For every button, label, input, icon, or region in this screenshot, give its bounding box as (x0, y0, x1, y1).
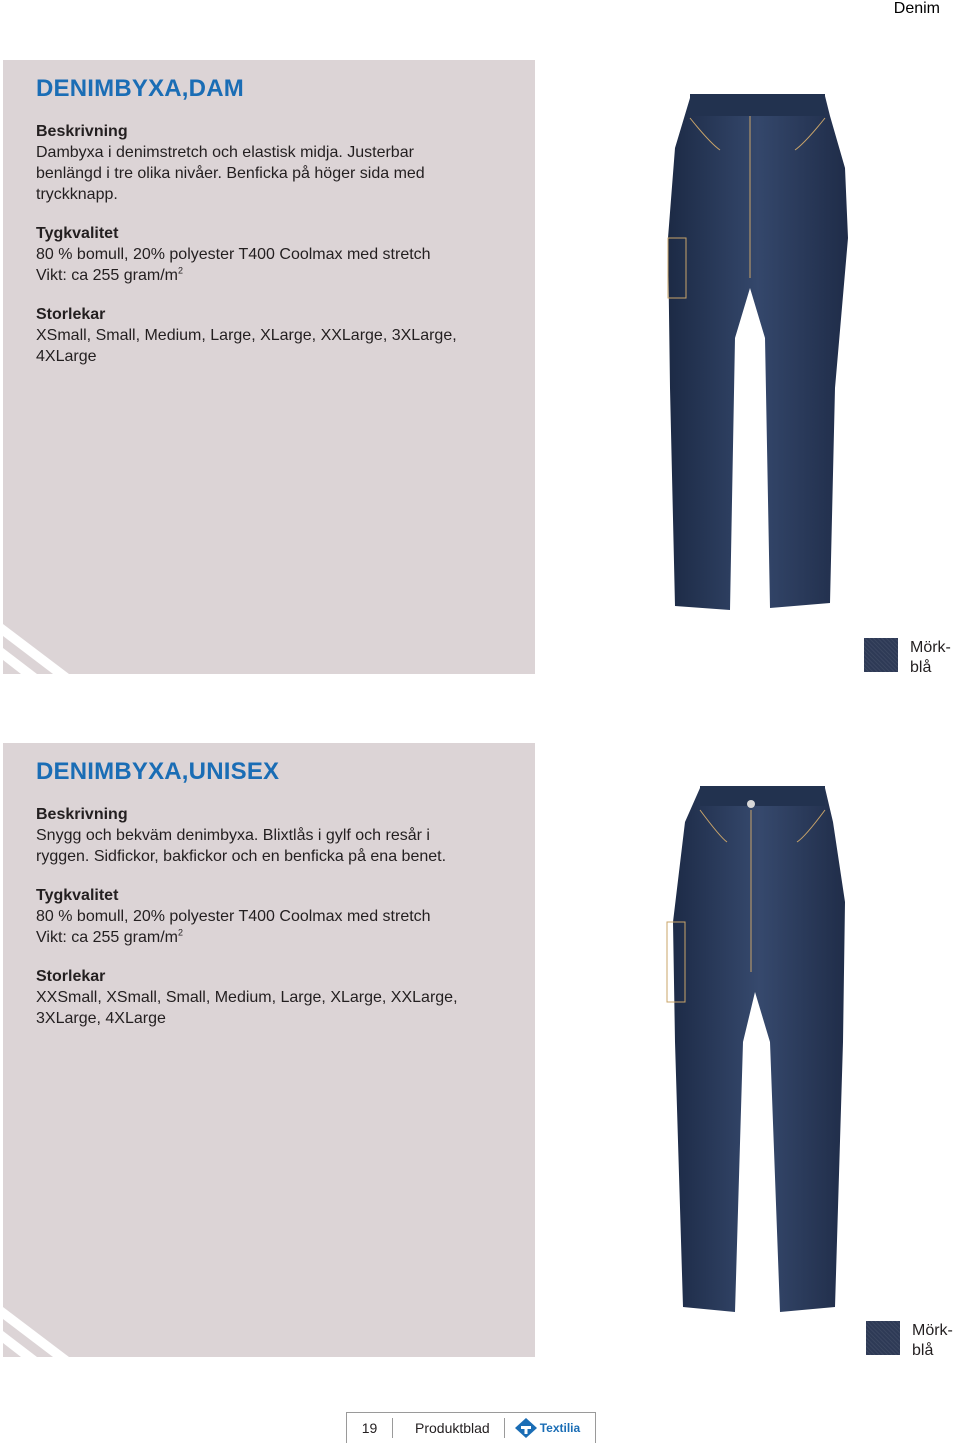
page-footer (346, 1412, 596, 1443)
color-swatch (864, 638, 898, 672)
description-text: Snygg och bekväm denimbyxa. Blixtlås i gylf och resår i ryggen. Sidfickor, bakfickor och en benficka på ena benet. (36, 827, 447, 865)
divider (392, 1418, 393, 1438)
logo-text: Textilia (539, 1421, 581, 1435)
fabric-label: Tygkvalitet (36, 887, 119, 904)
color-swatch (866, 1321, 900, 1355)
weight-text: Vikt: ca 255 gram/$m^2$ (36, 927, 183, 946)
fabric-text: 80 % bomull, 20% polyester T400 Coolmax med stretch (36, 908, 431, 925)
color-label: Mörk-blå (912, 1322, 953, 1359)
doc-type: Produktblad (415, 1420, 490, 1436)
product-title: DENIMBYXA,UNISEX (36, 758, 280, 785)
divider (504, 1418, 505, 1438)
decorative-stripes (3, 1297, 93, 1357)
weight-text: Vikt: ca 255 gram/$m^2$ (36, 265, 183, 284)
description-text: Dambyxa i denimstretch och elastisk midja. Justerbar benlängd i tre olika nivåer. Benficka på höger sida med tryckknapp. (36, 144, 425, 203)
decorative-stripes (3, 614, 93, 674)
sizes-label: Storlekar (36, 968, 106, 985)
sizes-text: XSmall, Small, Medium, Large, XLarge, XXLarge, 3XLarge, 4XLarge (36, 327, 457, 365)
sizes-label: Storlekar (36, 306, 106, 323)
description-label: Beskrivning (36, 123, 128, 140)
color-label: Mörk-blå (910, 639, 951, 676)
color-option-unisex (866, 1321, 958, 1361)
jeans-unisex-image (655, 782, 865, 1322)
product-panel-dam (3, 60, 535, 674)
color-option-dam (864, 638, 956, 678)
description-label: Beskrivning (36, 806, 128, 823)
page-number: 19 (361, 1420, 378, 1436)
textilia-logo (515, 1418, 580, 1438)
product-title: DENIMBYXA,DAM (36, 75, 244, 102)
fabric-text: 80 % bomull, 20% polyester T400 Coolmax med stretch (36, 246, 431, 263)
jeans-dam-image (650, 88, 860, 618)
product-panel-unisex (3, 743, 535, 1357)
textilia-logo-icon (515, 1418, 537, 1438)
section-label: Denim (893, 0, 940, 17)
fabric-label: Tygkvalitet (36, 225, 119, 242)
sizes-text: XXSmall, XSmall, Small, Medium, Large, XLarge, XXLarge, 3XLarge, 4XLarge (36, 989, 458, 1027)
